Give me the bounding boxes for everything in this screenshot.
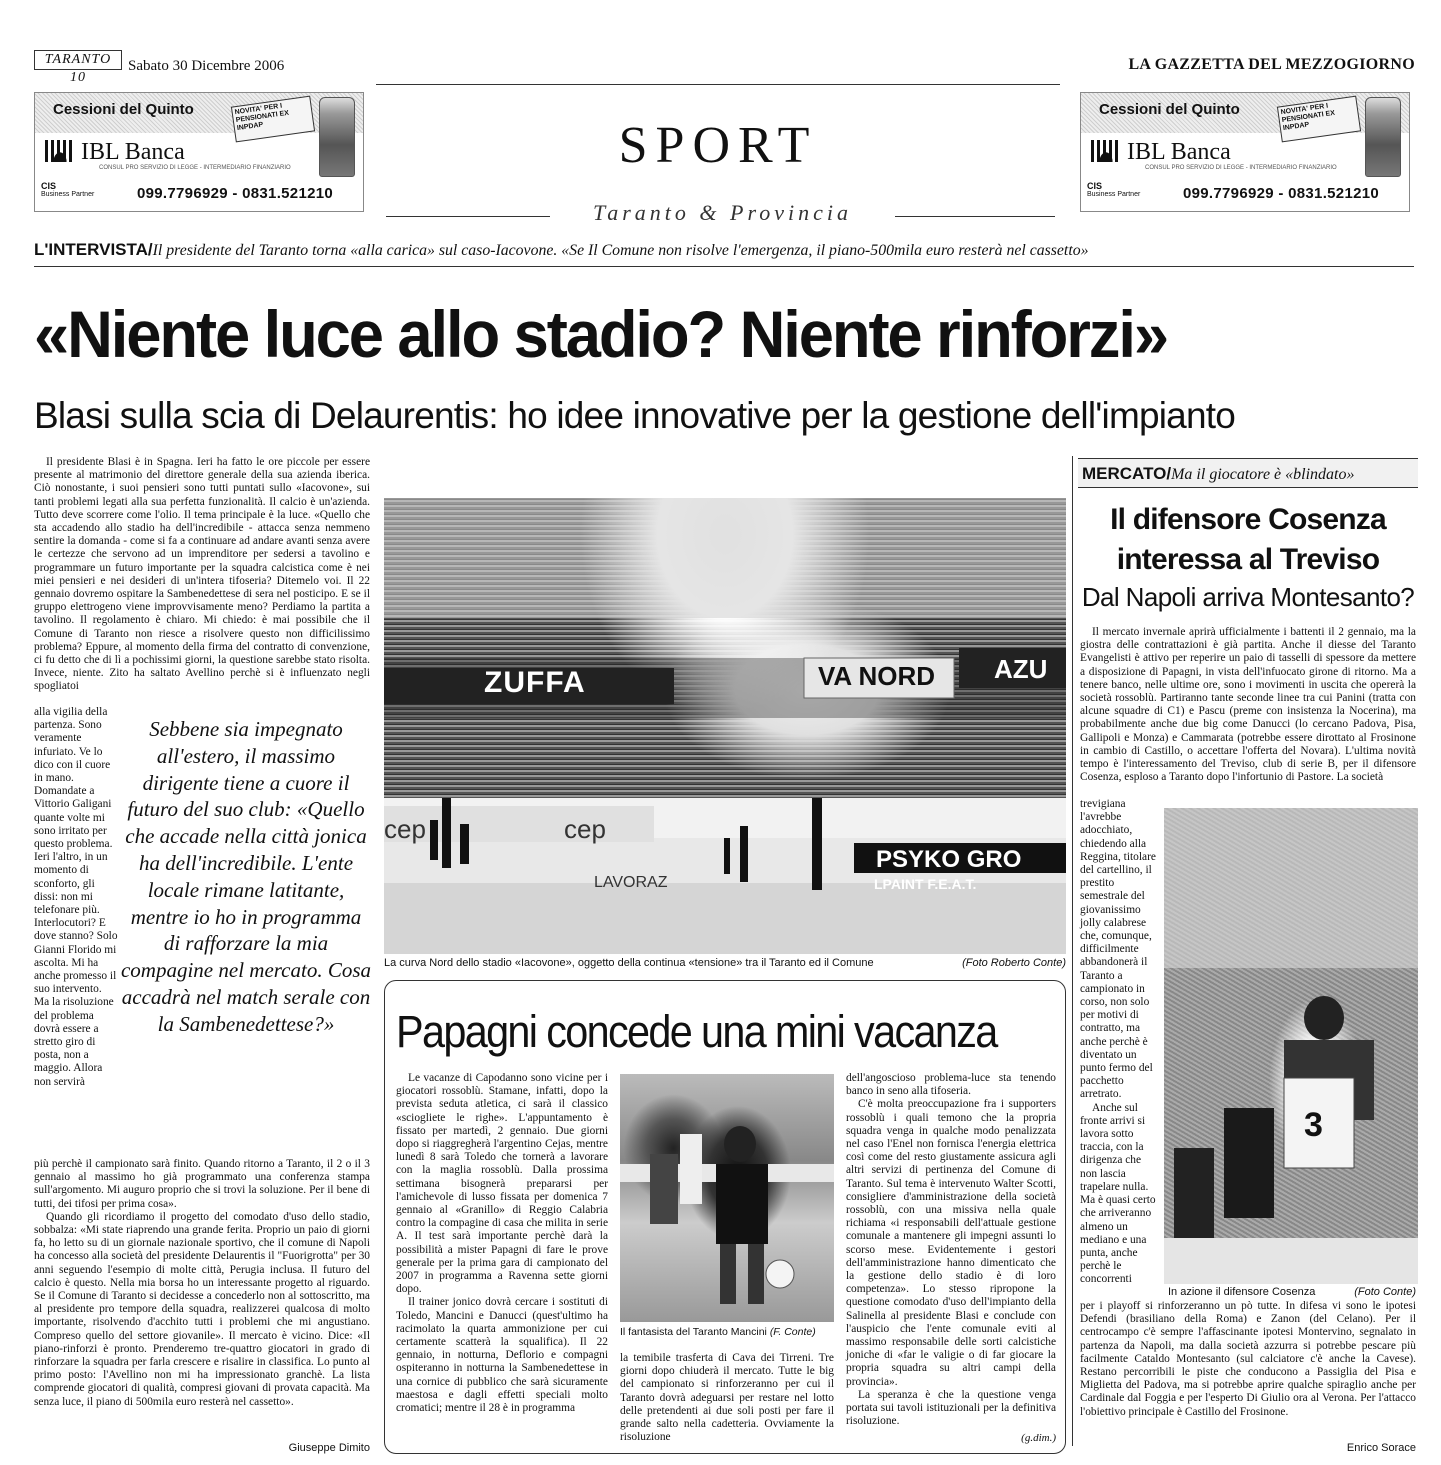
banner-va-nord: VA NORD (818, 661, 935, 691)
banner-azu: AZU (994, 654, 1048, 684)
ad-phone: 099.7796929 - 0831.521210 (137, 185, 334, 202)
main-subheadline: Blasi sulla scia di Delaurentis: ho idee innovative per la gestione dell'impianto (34, 395, 1235, 436)
interview-kicker: L'INTERVISTA/Il presidente del Taranto torna «alla carica» sul caso-Iacovone. «Se Il Comune non risolve l'emergenza, il piano-500mila euro resterà nel cassetto» (34, 240, 1089, 259)
subsection-rule-left (386, 216, 550, 217)
mercato-body-narrow: trevigiana l'avrebbe adocchiato, chiedendo alla Reggina, titolare del cartellino, il prestito semestrale del giovanissimo jolly calabrese che, comunque, difficilmente abbandonerà il Taranto a campionato in corso, non solo per motivi di contratto, ma anche perchè è diventato un punto fermo del pacchetto arretrato. Anche sul fronte arrivi si lavora sotto traccia, con la dirigenza che non lascia trapelare nulla. Ma è quasi certo che arriveranno almeno un mediano e una punta, anche perchè le concorrenti (1080, 798, 1156, 1286)
mancini-photo[interactable] (620, 1074, 834, 1322)
mancini-photo-art (620, 1074, 834, 1322)
mercato-body-top: Il mercato invernale aprirà ufficialmente i battenti il 2 gennaio, ma la giostra delle contrattazioni è già partita. Anche il diesse del Taranto Evangelisti è attivo per reperire un paio di tasselli di spessore da mettere a disposizione di Papagni, in vista dell'infuocato girone di ritorno. Ma a tenere banco, nelle ultime ore, sono i movimenti in uscita che opererà la società rossoblù. Partiranno tante seconde linee tra cui Panini (tratta con alcune squadre di C1) e Pascu (preme con insistenza la Nocerina), ma probabilmente anche due big come Danucci (lo cercano Padova, Pisa, Gallipoli e Monza) e Cammarata (potrebbe essere dirottato al Frosinone in cambio di Castillo, o accettare l'offerta del Novara). L'ultima novità tempo è l'interessamento del Treviso, club di serie B, per il difensore Cosenza, esploso a Taranto dopo l'infortunio di Pastore. La società (1080, 626, 1416, 784)
papagni-col1: Le vacanze di Capodanno sono vicine per i giocatori rossoblù. Stamane, infatti, dopo la prevista seduta atletica, ci sarà il classico «sciogliete le righe». L'appuntamento è fissato per martedì, 2 gennaio. Due giorni dopo si riaggregherà l'argentino Cejas, mentre lunedì 8 sarà Toledo che tornerà a lavorare con la maglia rossoblù. Dalla prossima settimana bisognerà prepararsi per l'amichevole di lusso fissata per domenica 7 gennaio al «Granillo» di Reggio Calabria contro la compagine di casa che milita in serie A. Il test sarà importante perchè darà la possibilità a mister Papagni di fare le prove generale per la prima gara di campionato del 2007 in programma a Ravenna sette giorni dopo. Il trainer jonico dovrà cercare i sostituti di Toledo, Mancini e Danucci (quest'ultimo ha racimolato la quarta ammonizione per cui certamente scatterà la squalifica). Il 22 gennaio, in notturna, Deflorio e compagni ospiteranno in notturna la Sambenedettese in una cornice di pubblico che sarà sicuramente maestosa e dagli effetti speciali molto cromatici; mentre il 28 è in programma (396, 1072, 608, 1415)
banner-zuffa: ZUFFA (484, 666, 586, 699)
cosenza-photo-credit: (Foto Conte) (1354, 1286, 1416, 1298)
masthead-rule (376, 84, 1060, 85)
banner-lavoraz: LAVORAZ (594, 874, 668, 891)
right-column-divider (1072, 456, 1073, 1446)
cosenza-photo-caption: In azione il difensore Cosenza (1168, 1286, 1316, 1298)
banner-psyko: PSYKO GRO (876, 846, 1022, 873)
stadium-photo[interactable] (384, 498, 1066, 954)
ad-right[interactable] (1080, 92, 1410, 212)
banner-cep-1: cep (384, 814, 426, 844)
main-author: Giuseppe Dimito (288, 1442, 370, 1454)
stadium-photo-caption: La curva Nord dello stadio «Iacovone», oggetto della continua «tensione» tra il Taranto ed il Comune (384, 957, 874, 969)
papagni-col2: la temibile trasferta di Cava dei Tirreni. Tre giorni dopo chiuderà il mercato. Tutte le big del campionato si rinforzeranno per cui il Taranto dovrà adeguarsi per restare nel lotto delle pretendenti ai due soli posti per fare il grande salto nella cadetteria. Ovviamente la risoluzione (620, 1352, 834, 1444)
papagni-headline: Papagni concede una mini vacanza (396, 1006, 997, 1057)
subsection-rule-right (895, 216, 1055, 217)
bank-logo-icon (1091, 140, 1121, 162)
ad-bank-name: IBL Banca (1091, 139, 1231, 166)
papagni-signature: (g.dim.) (1021, 1432, 1056, 1444)
coin-jar-icon (319, 97, 355, 177)
mercato-kicker: MERCATO/Ma il giocatore è «blindato» (1082, 464, 1355, 483)
ad-bank-name: IBL Banca (45, 139, 185, 166)
main-body-top: Il presidente Blasi è in Spagna. Ieri ha fatto le ore piccole per essere presente al matrimonio del direttore generale della sua azienda iberica. Ciò nonostante, i suoi pensieri sono tutti puntati sullo «Iacovone», sui tanti problemi legati alla sua perfetta funzionalità. Il calcio è un'azienda. Tutto deve scorrere come l'olio. Il tema principale è la luce. «Quello che sta accadendo allo stadio ha dell'incredibile - attacca senza nemmeno sentire la domanda - come si fa a continuare ad andare avanti senza avere le certezze che servono ad un imprenditore per sedersi a tavolino e programmare un futuro importante per la squadra calcistica come è nei miei pensieri e nei desideri di un'intera tifoseria? Ditemelo voi. Il 22 gennaio dovremo ospitare la Sambenedettese di sera nel posticipo. E se il gruppo elettrogeno viene improvvisamente meno? Perdiamo la partita a tavolino. Il regolamento è chiaro. Mi chiedo: è mai possibile che il Comune di Taranto non riesce a risolvere questo non difficilissimo problema? Eppure, al momento della firma del contratto di convenzione, ci fu detto che di lì a pochissimi giorni, la questione sarebbe stato risolta. Invece, niente. Zito ha saltato Avellino perchè si è influenzato negli spogliatoi (34, 456, 370, 693)
mercato-headline: Il difensore Cosenza interessa al Treviso (1110, 503, 1386, 576)
mercato-author: Enrico Sorace (1346, 1442, 1416, 1454)
ad-title: Cessioni del Quinto (1099, 101, 1240, 118)
ad-card: NOVITA' PER I PENSIONATI EX INPDAP (1277, 96, 1361, 143)
section-title: SPORT (618, 117, 818, 174)
banner-cep-2: cep (564, 814, 606, 844)
ad-card: NOVITA' PER I PENSIONATI EX INPDAP (231, 96, 315, 143)
main-body-bottom: più perchè il campionato sarà finito. Quando ritorno a Taranto, il 2 o il 3 gennaio al massimo ho già programmato una conferenza stampa sull'argomento. Mi auguro proprio che si trovi la soluzione. Per il bene di tutti, dei tifosi per prima cosa». Quando gli ricordiamo il progetto del comodato d'uso dello stadio, sobbalza: «Mi state riaprendo una grande ferita. Proprio un paio di giorni fa, ho letto su di un giornale nazionale sportivo, che il comune di Napoli ha concesso alla società del presidente Delaurentis il "Fuorigrotta" per 30 anni seguendo l'esempio di molte città, Perugia inclusa. Il futuro del calcio è questo. Nella mia borsa ho un interessante progetto al riguardo. Se il Comune di Taranto si decidesse a concederlo non al sottoscritto, ma al presidente pro tempore della squadra, realizzerei qualcosa di molto importante, risolvendo d'acchito tutti i problemi che mi angustiano. Compreso quello del settore giovanile». Il mercato è vicino. Dice: «Il piano-rinforzi è pronto. Prenderemo tre-quattro giocatori in grado di rinforzare la squadra per farla crescere e risalire in classifica. Lo punto al primo posto: l'Avellino non mi ha impressionato granchè. La lista comprende giocatori di qualità, compresi giovani di provata capacità. Ma senza luce, il piano di 500mila euro resterà nel cassetto». (34, 1158, 370, 1408)
svg-text:3: 3 (1304, 1106, 1323, 1144)
kicker-rule (34, 266, 1414, 267)
stadium-photo-credit: (Foto Roberto Conte) (962, 957, 1066, 969)
ad-partner: CIS Business Partner (1087, 181, 1141, 198)
banner-lpaint: LPAINT F.E.A.T. (874, 876, 977, 892)
mercato-subheadline: Dal Napoli arriva Montesanto? (1081, 582, 1415, 612)
subsection-title: Taranto & Provincia (593, 200, 852, 225)
mercato-body-bottom: per i playoff si rinforzeranno un pò tutte. In difesa vi sono le ipotesi Defendi (brasiliano della Roma) e Zanon (del Celano). Per il centrocampo c'è sempre l'affascinante ipotesi Montervino, segnalato in partenza da Napoli, ma dalla società azzurra si potrebbe pescare più facilmente Cataldo Montesanto (sul calciatore c'è anche la Cavese). Restano percorribili le piste che conducono a Passiglia del Pisa e Miglietta del Padova, ma si potrebbe aprire qualche spiraglio anche per Cardinale dal Foggia e per l'esperto Di Giulio ora al Verona. Per l'attacco l'obiettivo principale è Castillo del Frosinone. (1080, 1300, 1416, 1418)
papagni-col3: dell'angoscioso problema-luce sta tenendo banco in seno alla tifoseria. C'è molta preoccupazione fra i supporters rossoblù i quali temono che la propria squadra venga in qualche modo penalizzata nel caso l'Enel non fornisca l'energia elettrica così come del resto giustamente assicura agli altri servizi di pertinenza del Comune di Taranto. Sul tema è intervenuto Walter Scotti, consigliere d'amministrazione della società rossoblù, con una missiva nella quale richiama «i responsabili dell'attuale gestione comunale a mantenere gli impegni assunti lo scorso mese. Evidentemente i gestori dell'amministrazione hanno dimenticato che la gestione dello stadio è di loro competenza». Lo stesso ripropone la questione comodato d'uso dell'impianto della Salinella al presidente Blasi e conclude con l'auspicio che l'ente comunale eviti al massimo responsabile delle sorti calcistiche joniche di «far le valigie o di far giocare la propria squadra su altri campi della provincia». La speranza è che la questione venga portata sui tavoli istituzionali per la definitiva risoluzione. (846, 1072, 1056, 1428)
ad-phone: 099.7796929 - 0831.521210 (1183, 185, 1380, 202)
main-body-narrow: alla vigilia della partenza. Sono veramente infuriato. Ve lo dico con il cuore in mano. Domandate a Vittorio Galigani quante volte mi sono irritato per questo problema. Ieri l'altro, in un momento di sconforto, gli dissi: non mi telefonare più. Interlocutori? E dove stanno? Solo Gianni Florido mi ascolta. Mi ha anche promesso il suo intervento. Ma la risoluzione del problema dovrà essere a stretto giro di posta, non a maggio. Allora non servirà (34, 706, 118, 1088)
newspaper-name: LA GAZZETTA DEL MEZZOGIORNO (1128, 56, 1415, 73)
ad-title: Cessioni del Quinto (53, 101, 194, 118)
issue-date: Sabato 30 Dicembre 2006 (128, 58, 285, 74)
bank-logo-icon (45, 140, 75, 162)
pull-quote: Sebbene sia impegnato all'estero, il massimo dirigente tiene a cuore il futuro del suo club: «Quello che accade nella città jonica ha dell'incredibile. L'ente locale rimane latitante, mentre io ho in programma di rafforzare la mia compagine nel mercato. Cosa accadrà nel match serale con la Sambenedettese?» (120, 717, 371, 1036)
cosenza-photo[interactable] (1164, 808, 1418, 1284)
page-label: TARANTO 10 (34, 50, 122, 70)
main-headline: «Niente luce allo stadio? Niente rinforzi» (34, 297, 1167, 371)
ad-partner: CIS Business Partner (41, 181, 95, 198)
ad-left[interactable] (34, 92, 364, 212)
ad-tagline: CONSUL PRO SERVIZIO DI LEGGE - INTERMEDIARIO FINANZIARIO (99, 165, 291, 171)
ad-tagline: CONSUL PRO SERVIZIO DI LEGGE - INTERMEDIARIO FINANZIARIO (1145, 165, 1337, 171)
cosenza-photo-art (1164, 808, 1418, 1284)
coin-jar-icon (1365, 97, 1401, 177)
mancini-photo-caption: Il fantasista del Taranto Mancini (F. Conte) (620, 1326, 816, 1338)
